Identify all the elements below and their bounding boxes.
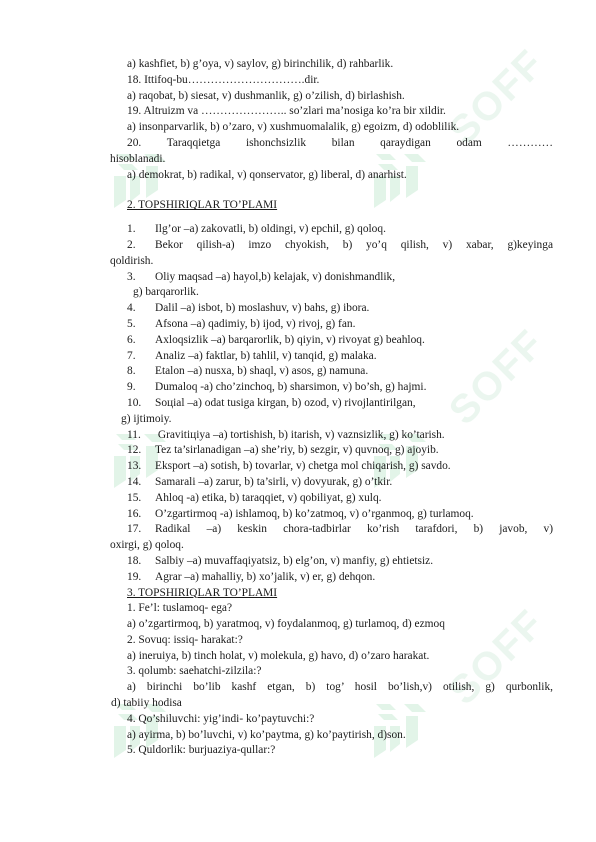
item-text: Tez ta’sirlanadigan –a) she’riy, b) sezgir, v) quvnoq, g) ajoyib. <box>155 444 439 457</box>
item-text: Axloqsizlik –a) barqarorlik, b) qiyin, v) rivoyat g) beahloq. <box>155 333 425 346</box>
text-line: a) o’zgartirmoq, b) yaratmoq, v) foydalanmoq, g) turlamoq, d) ezmoq <box>127 618 445 631</box>
watermark-text: SOFF <box>440 321 554 434</box>
item-continuation: oxirgi, g) qoloq. <box>110 539 184 552</box>
item-number: 18. <box>127 554 142 567</box>
list-item <box>113 507 553 523</box>
item-text: Bekor qilish-a) imzo chyokish, b) yo’q qilish, v) xabar, g)keyinga <box>155 238 553 251</box>
item-continuation: qoldirish. <box>110 254 154 267</box>
text-line: a) insonparvarlik, b) o’zaro, v) xushmuomalalik, g) egoizm, d) odoblilik. <box>127 121 460 134</box>
list-item <box>113 554 553 570</box>
text-line: a) birinchi bo’lib kashf etgan, b) tog’ hosil bo’lish,v) otilish, g) qurbonlik, <box>127 681 553 694</box>
item-text: Agrar –a) mahalliy, b) xo’jalik, v) er, g) dehqon. <box>155 570 376 583</box>
item-text: Ahloq -a) etika, b) taraqqiet, v) qobiliyat, g) xulq. <box>155 491 382 504</box>
item-number: 4. <box>127 302 136 315</box>
item-continuation: g) ijtimoiy. <box>121 412 172 425</box>
item-number: 10. <box>127 396 142 409</box>
watermark-text: SOFF <box>440 41 554 154</box>
item-number: 6. <box>127 333 136 346</box>
question-20-line: 20. Taraqqietga ishonchsizlik bilan qaraydigan odam ………… <box>127 136 553 149</box>
item-number: 2. <box>127 238 136 251</box>
item-number: 19. <box>127 570 142 583</box>
item-text: Ilg’or –a) zakovatli, b) oldingi, v) epchil, g) qoloq. <box>155 223 386 236</box>
question-20-continuation: hisoblanadi. <box>110 152 166 165</box>
text-line: a) ayirma, b) bo’luvchi, v) ko’paytma, g) ko’paytirish, d)son. <box>127 728 406 741</box>
item-text: Soцial –a) odat tusiga kirgan, b) ozod, v) rivojlantirilgan, <box>155 396 416 409</box>
list-item <box>113 443 553 459</box>
text-line: 5. Quldorlik: burjuaziya-qullar:? <box>127 744 276 757</box>
item-text: Etalon –a) nusxa, b) shaql, v) asos, g) namuna. <box>155 365 369 378</box>
question-20-answers: a) demokrat, b) radikal, v) qonservator, g) liberal, d) anarhist. <box>127 168 407 181</box>
text-line: 19. Altruizm va ………………….. so’zlari ma’nosiga ko’ra bir xildir. <box>127 105 446 118</box>
list-item <box>113 428 553 444</box>
item-text: Samarali –a) zarur, b) ta’sirli, v) dovyurak, g) o’tkir. <box>155 475 393 488</box>
section-3-list <box>113 601 553 759</box>
list-item <box>113 317 553 333</box>
item-number: 8. <box>127 365 136 378</box>
item-number: 15. <box>127 491 142 504</box>
item-number: 12. <box>127 444 142 457</box>
item-number: 17. <box>127 523 142 536</box>
list-item <box>113 522 553 538</box>
list-item <box>113 475 553 491</box>
list-item <box>113 459 553 475</box>
text-line: a) ineruiya, b) tinch holat, v) molekula, g) havo, d) o’zaro harakat. <box>127 649 430 662</box>
item-text: Afsona –a) qadimiy, b) ijod, v) rivoj, g) fan. <box>155 317 356 330</box>
list-item <box>113 349 553 365</box>
item-number: 11. <box>127 428 141 441</box>
item-number: 7. <box>127 349 136 362</box>
item-text: O’zgartirmoq -a) ishlamoq, b) ko’zatmoq, v) o’rganmoq, g) turlamoq. <box>155 507 474 520</box>
item-number: 14. <box>127 475 142 488</box>
list-item <box>113 491 553 507</box>
list-item <box>113 270 553 286</box>
text-line: a) kashfiet, b) g’oya, v) saylov, g) birinchilik, d) rahbarlik. <box>127 58 394 70</box>
item-text: Dumaloq -a) cho’zinchoq, b) sharsimon, v) bo’sh, g) hajmi. <box>155 381 427 394</box>
document-body <box>110 57 553 759</box>
text-line: 18. Ittifoq-bu………………………….dir. <box>127 73 320 86</box>
item-text: Eksport –a) sotish, b) tovarlar, v) chetga mol chiqarish, g) savdo. <box>155 460 451 473</box>
item-number: 16. <box>127 507 142 520</box>
item-number: 3. <box>127 270 136 283</box>
section-2-list <box>110 222 553 585</box>
text-line: 2. Sovuq: issiq- harakat:? <box>127 633 243 646</box>
item-text: Dalil –a) isbot, b) moslashuv, v) bahs, g) ibora. <box>155 302 370 315</box>
section-3-title: 3. TOPSHIRIQLAR TO’PLAMI <box>127 586 278 599</box>
watermark-text: SOFF <box>440 601 554 714</box>
item-text: Radikal –a) keskin chora-tadbirlar ko’rish tarafdori, b) javob, v) <box>155 523 553 536</box>
item-number: 5. <box>127 317 136 330</box>
item-text: Oliy maqsad –a) hayol,b) kelajak, v) donishmandlik, <box>155 270 396 283</box>
list-item <box>113 396 553 412</box>
text-line: d) tabiiy hodisa <box>111 697 182 710</box>
text-line: 3. qolumb: saehatchi-zilzila:? <box>127 665 262 678</box>
item-text: Salbiy –a) muvaffaqiyatsiz, b) elg’on, v) manfiy, g) ehtietsiz. <box>155 554 434 567</box>
list-item <box>113 380 553 396</box>
section-2-title: 2. TOPSHIRIQLAR TO’PLAMI <box>127 199 278 212</box>
text-line: 4. Qo’shiluvchi: yig’indi- ko’paytuvchi:? <box>127 712 315 725</box>
text-line: 1. Fe’l: tuslamoq- ega? <box>127 602 233 615</box>
item-text: Gravitiцiya –a) tortishish, b) itarish, v) vaznsizlik, g) ko’tarish. <box>155 428 445 441</box>
item-continuation: g) barqarorlik. <box>133 286 199 299</box>
list-item <box>113 570 553 586</box>
text-line: a) raqobat, b) siesat, v) dushmanlik, g) o’zilish, d) birlashish. <box>127 89 405 102</box>
list-item <box>113 238 553 254</box>
list-item <box>113 364 553 380</box>
item-number: 13. <box>127 460 142 473</box>
section-1-tail <box>113 57 553 136</box>
list-item <box>113 301 553 317</box>
item-number: 1. <box>127 223 136 236</box>
list-item <box>113 333 553 349</box>
item-text: Analiz –a) faktlar, b) tahlil, v) tanqid, g) malaka. <box>155 349 377 362</box>
item-number: 9. <box>127 381 136 394</box>
list-item <box>113 222 553 238</box>
